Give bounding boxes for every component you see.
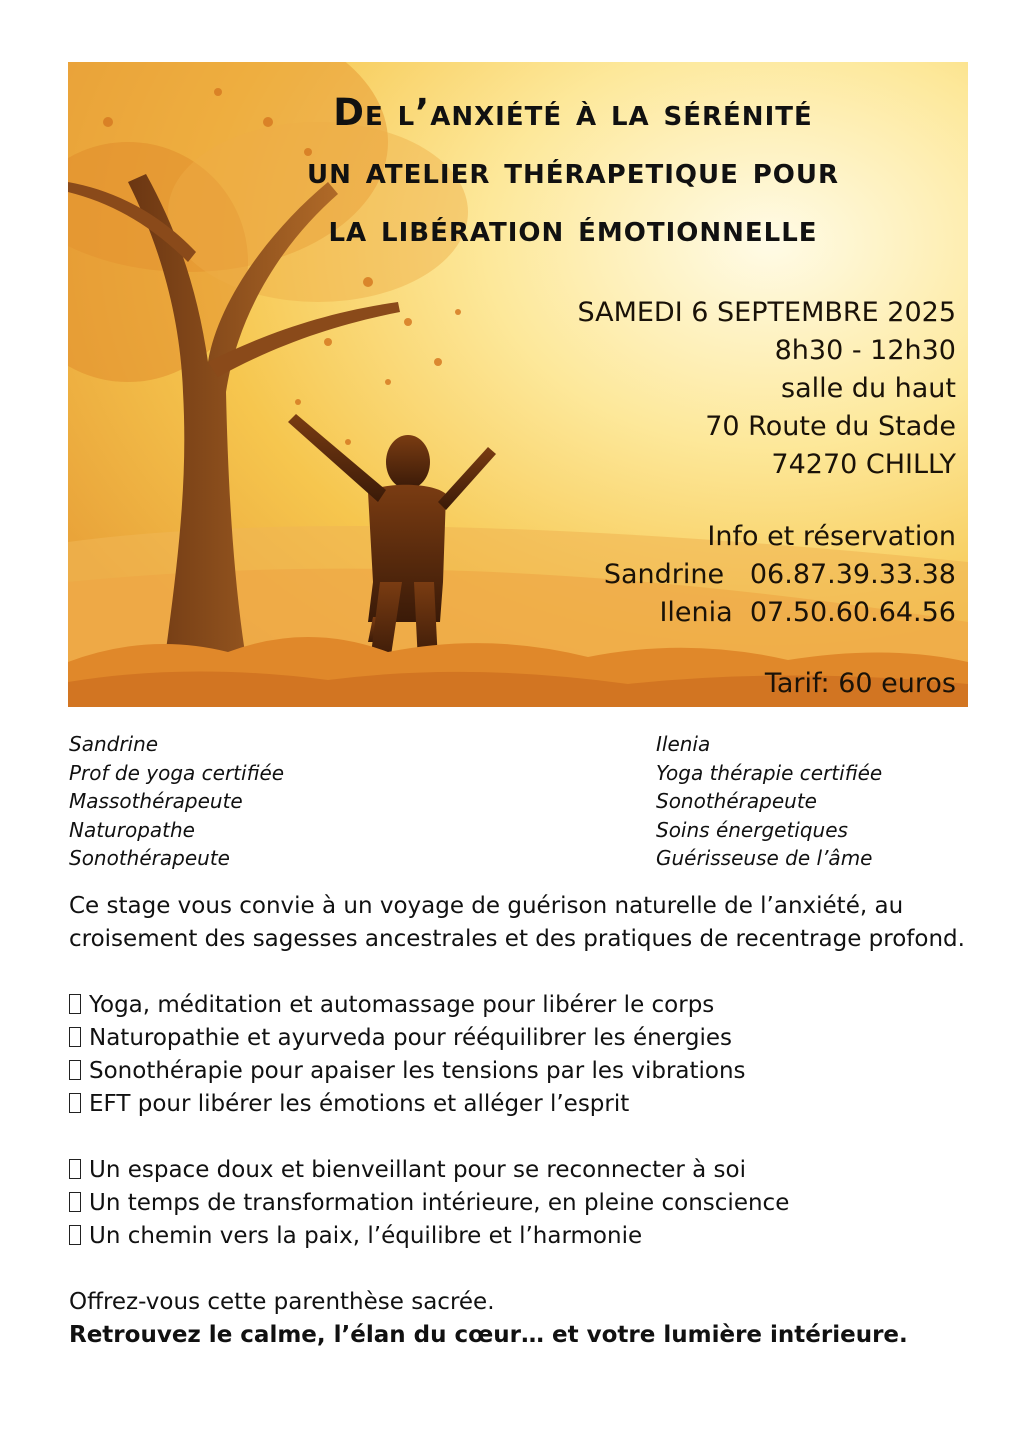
bio-line: Ilenia	[656, 732, 711, 756]
checkbox-glyph-icon	[69, 1060, 81, 1080]
list-item: Un espace doux et bienveillant pour se reconnecter à soi	[69, 1154, 969, 1187]
bio-line: Massothérapeute	[69, 789, 243, 814]
bio-line: Sonothérapeute	[69, 846, 230, 871]
bio-line: Soins énergetiques	[656, 817, 848, 842]
bio-line: Naturopathe	[69, 817, 195, 842]
contact-name: Sandrine	[603, 559, 725, 590]
list-item: Un temps de transformation intérieure, en pleine conscience	[69, 1187, 969, 1220]
checkbox-glyph-icon	[69, 1027, 81, 1047]
bio-line: Yoga thérapie certifiée	[656, 760, 883, 785]
title-line-1: De l’anxiété à la sérénité	[333, 91, 813, 134]
price: Tarif: 60 euros	[764, 668, 956, 699]
phone-number[interactable]: 06.87.39.33.38	[749, 559, 956, 590]
event-room: salle du haut	[781, 373, 956, 404]
benefits-list	[69, 1154, 969, 1253]
bio-line: Prof de yoga certifiée	[69, 760, 285, 785]
practices-list	[69, 989, 969, 1121]
contact-ilenia	[577, 594, 956, 632]
bio-line: Guérisseuse de l’âme	[656, 846, 873, 871]
bio-line: Sonothérapeute	[656, 789, 817, 814]
bio-line: Sandrine	[69, 732, 159, 756]
list-item: Yoga, méditation et automassage pour libérer le corps	[69, 989, 969, 1022]
checkbox-glyph-icon	[69, 1225, 81, 1245]
hero-banner	[68, 62, 968, 707]
event-details	[577, 294, 956, 632]
phone-number[interactable]: 07.50.60.64.56	[749, 597, 956, 628]
info-label: Info et réservation	[707, 521, 956, 552]
list-item: Naturopathie et ayurveda pour rééquilibrer les énergies	[69, 1022, 969, 1055]
checkbox-glyph-icon	[69, 994, 81, 1014]
contact-name: Ilenia	[659, 597, 733, 628]
bio-sandrine	[69, 730, 284, 873]
description	[69, 890, 969, 1352]
list-item: Un chemin vers la paix, l’équilibre et l’harmonie	[69, 1220, 969, 1253]
bio-ilenia	[656, 730, 882, 873]
list-item: Sonothérapie pour apaiser les tensions par les vibrations	[69, 1055, 969, 1088]
event-city: 74270 CHILLY	[771, 449, 956, 480]
checkbox-glyph-icon	[69, 1093, 81, 1113]
title-line-3: la libération émotionnelle	[328, 207, 818, 250]
intro-paragraph: Ce stage vous convie à un voyage de guérison naturelle de l’anxiété, au croisement des sagesses ancestrales et des pratiques de recentrage profond.	[69, 893, 965, 952]
checkbox-glyph-icon	[69, 1192, 81, 1212]
event-street: 70 Route du Stade	[705, 411, 956, 442]
checkbox-glyph-icon	[69, 1159, 81, 1179]
event-title	[188, 84, 958, 258]
closing-bold-line: Retrouvez le calme, l’élan du cœur… et votre lumière intérieure.	[69, 1322, 908, 1348]
contact-sandrine	[577, 556, 956, 594]
closing-line: Offrez-vous cette parenthèse sacrée.	[69, 1289, 495, 1315]
title-line-2: un atelier thérapetique pour	[306, 149, 840, 192]
list-item: EFT pour libérer les émotions et alléger l’esprit	[69, 1088, 969, 1121]
event-time: 8h30 - 12h30	[774, 335, 956, 366]
event-date: SAMEDI 6 SEPTEMBRE 2025	[577, 297, 956, 328]
